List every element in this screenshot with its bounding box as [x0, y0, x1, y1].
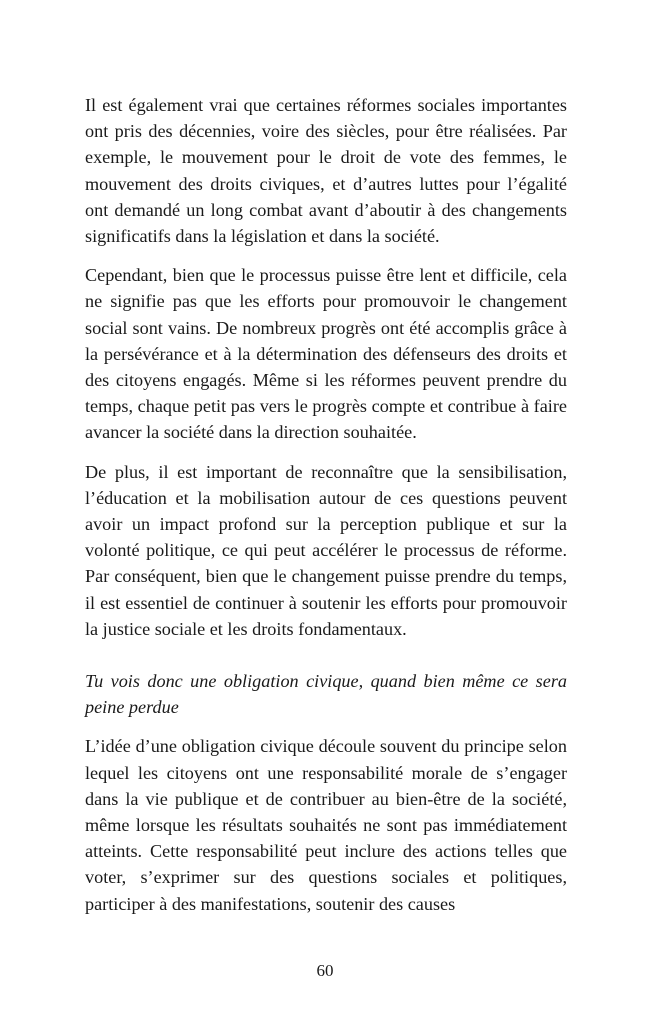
question-heading: Tu vois donc une obligation civique, quand bien même ce sera peine perdue: [85, 671, 567, 718]
paragraph-awareness: De plus, il est important de reconnaître que la sensibilisation, l’éducation et la mobilisation autour de ces questions peuvent avoir un impact profond sur la perception publique et sur la volonté politique, ce qui peut accélérer le processus de réforme. Par conséquent, bien que le changement puisse prendre du temps, il est essentiel de continuer à soutenir les efforts pour promouvoir la justice sociale et les droits fondamentaux.: [85, 461, 567, 639]
paragraph-reforms-history: Il est également vrai que certaines réformes sociales importantes ont pris des décennies, voire des siècles, pour être réalisées. Par exemple, le mouvement pour le droit de vote des femmes, le mouvement des droits civiques, et d’autres luttes pour l’égalité ont demandé un long combat avant d’aboutir à des changements significatifs dans la législation et dans la société.: [85, 95, 567, 247]
paragraph-slow-progress: Cependant, bien que le processus puisse être lent et difficile, cela ne signifie pas que les efforts pour promouvoir le changement social sont vains. De nombreux progrès ont été accomplis grâce à la persévérance et à la détermination des défenseurs des droits et des citoyens engagés. Même si les réformes peuvent prendre du temps, chaque petit pas vers le progrès compte et contribue à faire avancer la société dans la direction souhaitée.: [85, 265, 567, 443]
body-text: [85, 92, 567, 930]
page-number: 60: [316, 961, 334, 980]
paragraph-civic-obligation: L’idée d’une obligation civique découle souvent du principe selon lequel les citoyens ont une responsabilité morale de s’engager dans la vie publique et de contribuer au bien-être de la société, même lorsque les résultats souhaités ne sont pas immédiatement atteints. Cette responsabilité peut inclure des actions telles que voter, s’exprimer sur des questions sociales et politiques, participer à des manifestations, soutenir des causes: [85, 736, 567, 914]
